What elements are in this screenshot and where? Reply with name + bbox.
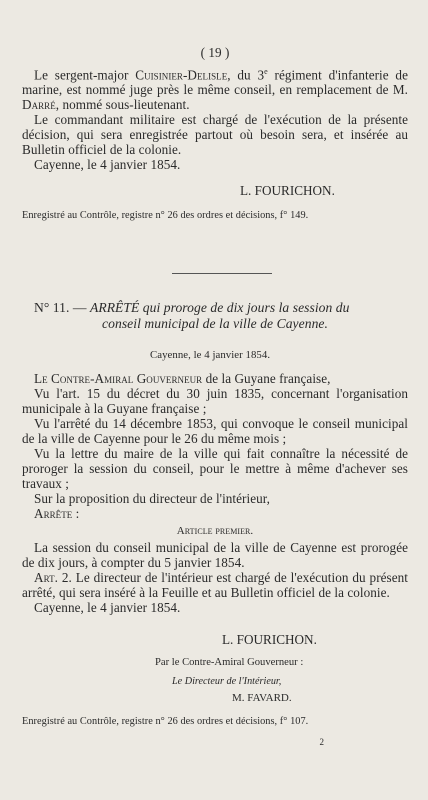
paragraph-execution: Le commandant militaire est chargé de l'exécution de la présente décision, qui sera enregistrée partout où besoin sera, et insérée au Bulletin officiel de la colonie.	[22, 112, 408, 158]
text-run: , du 3	[227, 67, 265, 83]
countersign-line: Par le Contre-Amiral Gouverneur :	[155, 657, 304, 668]
page-number: ( 19 )	[200, 45, 230, 60]
registration-note-1: Enregistré au Contrôle, registre n° 26 des ordres et décisions, f° 149.	[22, 210, 309, 221]
arrete-title: ARRÊTÉ qui proroge de dix jours la session du	[89, 300, 350, 315]
arrete-number: N° 11. —	[34, 300, 87, 315]
decision-date: Cayenne, le 4 janvier 1854.	[34, 157, 181, 173]
arrete-label: Arrête :	[34, 506, 80, 521]
section-divider	[172, 273, 272, 274]
vu-decree: Vu l'art. 15 du décret du 30 juin 1835, concernant l'organisation municipale à la Guyane française ;	[22, 386, 408, 416]
text-run: Le directeur de l'intérieur est chargé de l'exécution du présent arrêté, qui sera inséré à la Feuille et au Bulletin officiel de la colonie.	[22, 570, 408, 600]
text-run: , nommé sous-lieutenant.	[55, 97, 190, 113]
arrete-title-line2: conseil municipal de la ville de Cayenne.	[102, 316, 328, 331]
arrete-intro	[22, 371, 408, 386]
arrete-body	[22, 371, 408, 615]
arrete-place-date: Cayenne, le 4 janvier 1854.	[150, 349, 271, 361]
text-run: de la Guyane française,	[202, 371, 331, 386]
person-name: Darré	[22, 97, 56, 113]
arrete-heading	[22, 300, 408, 332]
governor-title: Le Contre-Amiral Gouverneur	[34, 371, 203, 386]
signature-fourichon-2: L. FOURICHON.	[222, 632, 317, 647]
arrete-date: Cayenne, le 4 janvier 1854.	[34, 600, 181, 615]
signature-favard: M. FAVARD.	[232, 692, 292, 704]
person-name: Cuisinier-Delisle	[135, 67, 228, 83]
signature-mark: 2	[319, 737, 324, 747]
vu-letter: Vu la lettre du maire de la ville qui fait connaître la nécessité de proroger la session du conseil, pour le mettre à même d'achever ses travaux ;	[22, 446, 408, 491]
article-2	[22, 570, 408, 600]
article-1: La session du conseil municipal de la ville de Cayenne est prorogée de dix jours, à compter du 5 janvier 1854.	[22, 540, 408, 570]
paragraph-appointment	[22, 64, 408, 112]
article-2-label: Art. 2.	[34, 570, 72, 585]
text-run: Le sergent-major	[34, 67, 136, 83]
superscript: e	[264, 67, 268, 76]
proposal: Sur la proposition du directeur de l'intérieur,	[34, 491, 271, 506]
director-title: Le Directeur de l'Intérieur,	[172, 676, 282, 687]
decision-body	[22, 64, 408, 172]
signature-fourichon-1: L. FOURICHON.	[240, 183, 335, 198]
text-run: régiment d'infanterie de marine, est nommé juge près le même conseil, en remplacement de M.	[22, 67, 408, 98]
article-heading: Article premier.	[176, 525, 254, 537]
registration-note-2: Enregistré au Contrôle, registre n° 26 des ordres et décisions, f° 107.	[22, 716, 309, 727]
vu-arrete: Vu l'arrêté du 14 décembre 1853, qui convoque le conseil municipal de la ville de Cayenne pour le 26 du même mois ;	[22, 416, 408, 446]
